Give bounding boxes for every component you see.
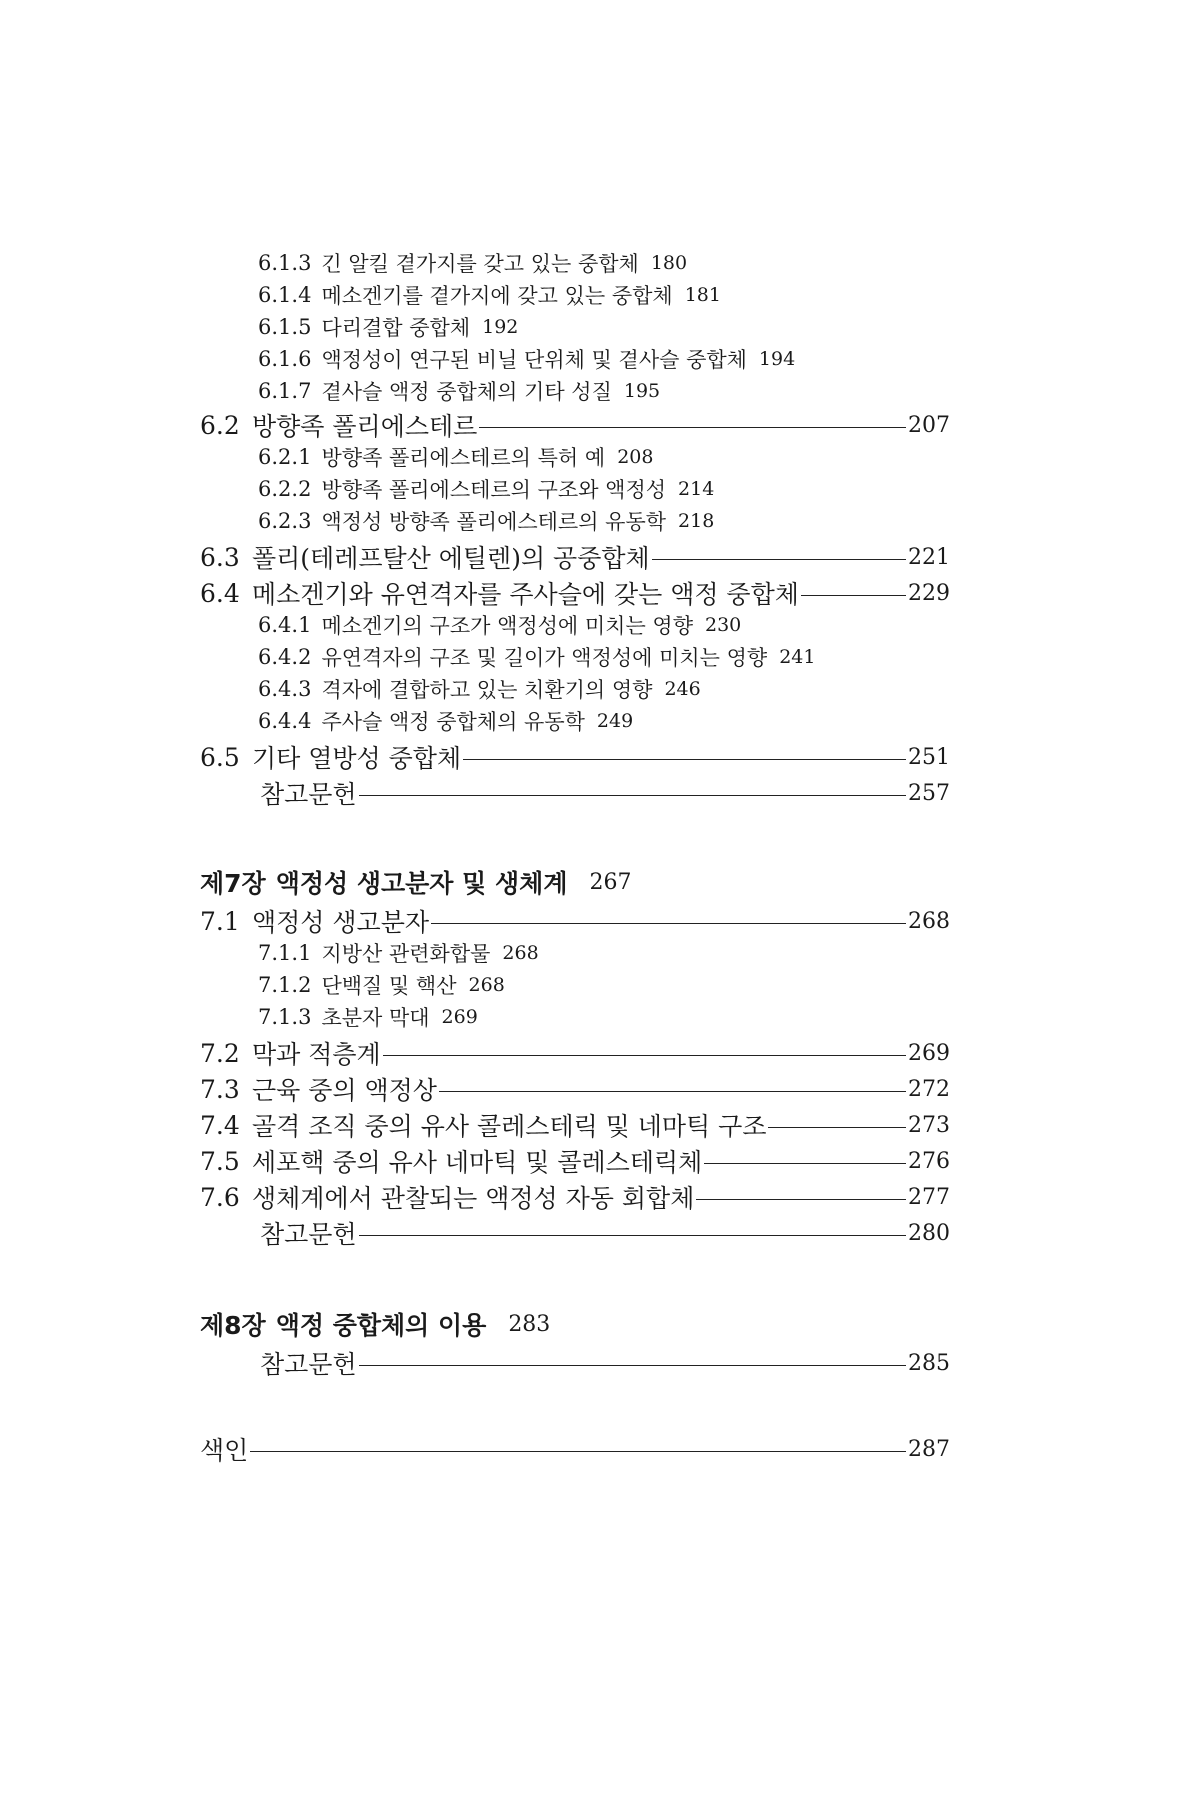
toc-entry-6-2-3[interactable]: [258, 506, 714, 536]
toc-entry-6-1-7[interactable]: [258, 376, 660, 406]
section-title: 참고문헌: [260, 780, 357, 809]
section-title: 방향족 폴리에스테르: [252, 412, 478, 441]
toc-entry-7-2[interactable]: [200, 1034, 950, 1072]
section-number: 7.1.3: [258, 1005, 312, 1029]
toc-entry-7-1-2[interactable]: [258, 970, 505, 1000]
toc-entry-6-4-3[interactable]: [258, 674, 701, 704]
page-number: 276: [908, 1148, 950, 1174]
section-number: 6.4.1: [258, 613, 312, 637]
section-title: 메소겐기를 곁가지에 갖고 있는 중합체: [321, 284, 673, 308]
page-number: 287: [908, 1436, 950, 1462]
section-title: 지방산 관련화합물: [321, 942, 491, 966]
section-title: 긴 알킬 곁가지를 갖고 있는 중합체: [321, 252, 639, 276]
toc-entry-references-7[interactable]: [260, 1214, 950, 1252]
section-title: 골격 조직 중의 유사 콜레스테릭 및 네마틱 구조: [252, 1112, 767, 1141]
dot-leader: [463, 759, 906, 760]
dot-leader: [801, 595, 906, 596]
toc-entry-7-4[interactable]: [200, 1106, 950, 1144]
page-number: 181: [684, 284, 721, 306]
page-number: 277: [908, 1184, 950, 1210]
section-number: 7.1.1: [258, 941, 312, 965]
dot-leader: [696, 1199, 906, 1200]
toc-entry-6-1-4[interactable]: [258, 280, 721, 310]
page-number: 207: [908, 412, 950, 438]
toc-entry-6-5[interactable]: [200, 738, 950, 776]
page-number: 241: [779, 646, 816, 668]
section-title: 폴리(테레프탈산 에틸렌)의 공중합체: [252, 544, 650, 573]
section-title: 방향족 폴리에스테르의 특허 예: [321, 446, 606, 470]
toc-entry-7-6[interactable]: [200, 1178, 950, 1216]
page-number: 230: [705, 614, 742, 636]
section-number: 6.2.1: [258, 445, 312, 469]
page-number: 246: [664, 678, 701, 700]
section-number: 7.5: [200, 1146, 240, 1176]
page-number: 221: [908, 544, 950, 570]
section-title: 액정성 방향족 폴리에스테르의 유동학: [321, 510, 667, 534]
section-title: 방향족 폴리에스테르의 구조와 액정성: [321, 478, 667, 502]
toc-entry-6-4-1[interactable]: [258, 610, 741, 640]
section-number: 7.1: [200, 906, 240, 936]
page-number: 249: [596, 710, 634, 732]
section-title: 막과 적층계: [252, 1040, 381, 1069]
page-number: 269: [908, 1040, 950, 1066]
section-title: 메소겐기와 유연격자를 주사슬에 갖는 액정 중합체: [252, 580, 799, 609]
page-number: 180: [650, 252, 688, 274]
toc-entry-6-1-5[interactable]: [258, 312, 518, 342]
section-title: 액정성 생고분자: [252, 908, 429, 937]
page-number: 257: [908, 780, 950, 806]
section-number: 6.3: [200, 542, 240, 572]
section-number: 6.1.7: [258, 379, 312, 403]
section-title: 다리결합 중합체: [321, 316, 471, 340]
section-number: 6.4.3: [258, 677, 312, 701]
dot-leader: [704, 1163, 906, 1164]
chapter-number: 제7장: [200, 869, 266, 898]
page-number: 251: [908, 744, 950, 770]
section-number: 7.4: [200, 1110, 240, 1140]
toc-entry-7-1-1[interactable]: [258, 938, 539, 968]
section-number: 7.2: [200, 1038, 240, 1068]
page-number: 273: [908, 1112, 950, 1138]
chapter-title: 액정 중합체의 이용: [275, 1311, 487, 1340]
dot-leader: [479, 427, 906, 428]
page-number: 268: [502, 942, 539, 964]
section-title: 참고문헌: [260, 1220, 357, 1249]
dot-leader: [768, 1127, 906, 1128]
toc-entry-6-1-3[interactable]: [258, 248, 687, 278]
section-title: 메소겐기의 구조가 액정성에 미치는 영향: [321, 614, 693, 638]
section-number: 7.6: [200, 1182, 240, 1212]
page-number: 218: [678, 510, 715, 532]
toc-entry-6-2-2[interactable]: [258, 474, 714, 504]
page-number: 268: [908, 908, 950, 934]
section-title: 근육 중의 액정상: [252, 1076, 437, 1105]
section-number: 7.1.2: [258, 973, 312, 997]
toc-entry-6-4-4[interactable]: [258, 706, 633, 736]
toc-entry-6-4-2[interactable]: [258, 642, 815, 672]
dot-leader: [652, 559, 906, 560]
section-number: 6.4: [200, 578, 240, 608]
toc-entry-references-8[interactable]: [260, 1344, 950, 1382]
section-number: 6.2: [200, 410, 240, 440]
section-number: 6.2.3: [258, 509, 312, 533]
toc-chapter-8[interactable]: [200, 1304, 550, 1344]
page-number: 285: [908, 1350, 950, 1376]
section-number: 6.1.4: [258, 283, 312, 307]
section-number: 6.2.2: [258, 477, 312, 501]
section-number: 6.5: [200, 742, 240, 772]
toc-entry-6-3[interactable]: [200, 538, 950, 576]
section-number: 6.4.2: [258, 645, 312, 669]
page-number: 195: [623, 380, 661, 402]
toc-entry-6-2-1[interactable]: [258, 442, 653, 472]
section-number: 6.1.3: [258, 251, 312, 275]
dot-leader: [250, 1451, 906, 1452]
section-title: 기타 열방성 중합체: [252, 744, 462, 773]
page-number: 280: [908, 1220, 950, 1246]
page-number: 208: [617, 446, 654, 468]
section-title: 단백질 및 핵산: [321, 974, 457, 998]
section-title: 참고문헌: [260, 1350, 357, 1379]
section-title: 초분자 막대: [321, 1006, 430, 1030]
section-number: 6.1.6: [258, 347, 312, 371]
section-number: 6.4.4: [258, 709, 312, 733]
page-number: 269: [441, 1006, 478, 1028]
section-title: 색인: [200, 1436, 249, 1465]
dot-leader: [383, 1055, 906, 1056]
toc-chapter-7[interactable]: [200, 862, 631, 902]
toc-entry-6-4[interactable]: [200, 574, 950, 612]
chapter-title: 액정성 생고분자 및 생체계: [275, 869, 568, 898]
section-title: 액정성이 연구된 비닐 단위체 및 곁사슬 중합체: [321, 348, 747, 372]
dot-leader: [439, 1091, 906, 1092]
section-title: 곁사슬 액정 중합체의 기타 성질: [321, 380, 612, 404]
section-title: 유연격자의 구조 및 길이가 액정성에 미치는 영향: [321, 646, 768, 670]
toc-entry-index[interactable]: [200, 1430, 950, 1468]
page-number: 283: [508, 1311, 551, 1337]
chapter-number: 제8장: [200, 1311, 266, 1340]
toc-entry-6-1-6[interactable]: [258, 344, 795, 374]
section-title: 생체계에서 관찰되는 액정성 자동 회합체: [252, 1184, 695, 1213]
section-number: 7.3: [200, 1074, 240, 1104]
page-number: 267: [589, 869, 632, 895]
page-number: 192: [482, 316, 519, 338]
page-number: 229: [908, 580, 950, 606]
page-number: 268: [468, 974, 505, 996]
toc-entry-7-1-3[interactable]: [258, 1002, 478, 1032]
section-title: 격자에 결합하고 있는 치환기의 영향: [321, 678, 653, 702]
page-number: 272: [908, 1076, 950, 1102]
page-number: 194: [758, 348, 796, 370]
dot-leader: [359, 1365, 906, 1366]
dot-leader: [359, 1235, 906, 1236]
toc-entry-7-5[interactable]: [200, 1142, 950, 1180]
section-number: 6.1.5: [258, 315, 312, 339]
toc-entry-6-2[interactable]: [200, 406, 950, 444]
dot-leader: [431, 923, 906, 924]
toc-entry-references-6[interactable]: [260, 774, 950, 812]
toc-entry-7-1[interactable]: [200, 902, 950, 940]
section-title: 세포핵 중의 유사 네마틱 및 콜레스테릭체: [252, 1148, 703, 1177]
toc-entry-7-3[interactable]: [200, 1070, 950, 1108]
dot-leader: [359, 795, 906, 796]
page-number: 214: [678, 478, 715, 500]
section-title: 주사슬 액정 중합체의 유동학: [321, 710, 585, 734]
